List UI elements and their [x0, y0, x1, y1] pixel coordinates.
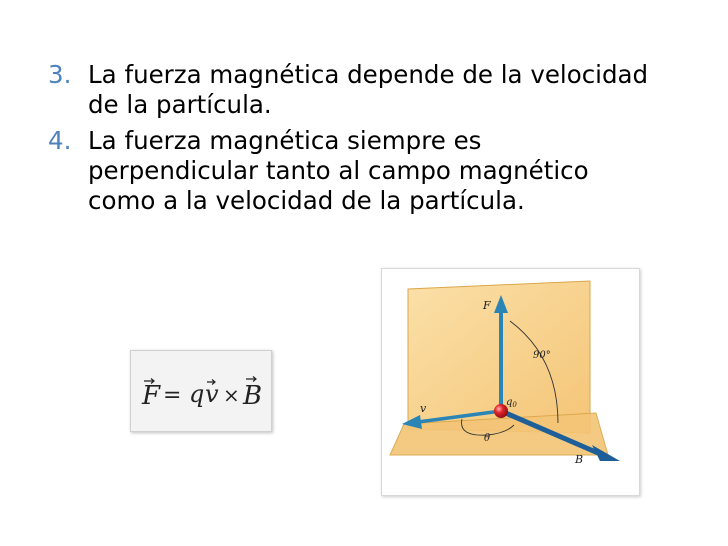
label-q0-main: q — [506, 397, 513, 408]
bullet-list — [48, 60, 708, 222]
formula-F: F — [142, 381, 161, 411]
label-B: B — [575, 453, 584, 466]
label-90: 90° — [533, 350, 551, 361]
lorentz-formula — [131, 351, 271, 431]
bullet-line: La fuerza magnética depende de la velocidad — [88, 60, 649, 89]
formula-times: × — [223, 383, 240, 407]
formula-v: v — [205, 380, 219, 408]
bullet-line: de la partícula. — [88, 90, 272, 119]
formula-box — [130, 350, 272, 432]
bullet-number: 4. — [48, 126, 72, 155]
label-v: v — [420, 402, 427, 415]
bullet-line: perpendicular tanto al campo magnético — [88, 156, 589, 185]
bullet-line: como a la velocidad de la partícula. — [88, 186, 525, 215]
label-theta: θ — [484, 433, 491, 444]
diagram-box — [381, 268, 640, 496]
formula-B: B — [243, 381, 263, 411]
formula-q: q — [189, 380, 205, 408]
bullet-line: La fuerza magnética siempre es — [88, 126, 482, 155]
bullet-3 — [48, 60, 708, 120]
label-q0-sub: 0 — [512, 401, 517, 409]
force-diagram — [382, 269, 639, 495]
bullet-number: 3. — [48, 60, 72, 89]
bullet-4 — [48, 126, 708, 216]
label-F: F — [483, 299, 491, 312]
formula-equals: = — [163, 383, 182, 408]
